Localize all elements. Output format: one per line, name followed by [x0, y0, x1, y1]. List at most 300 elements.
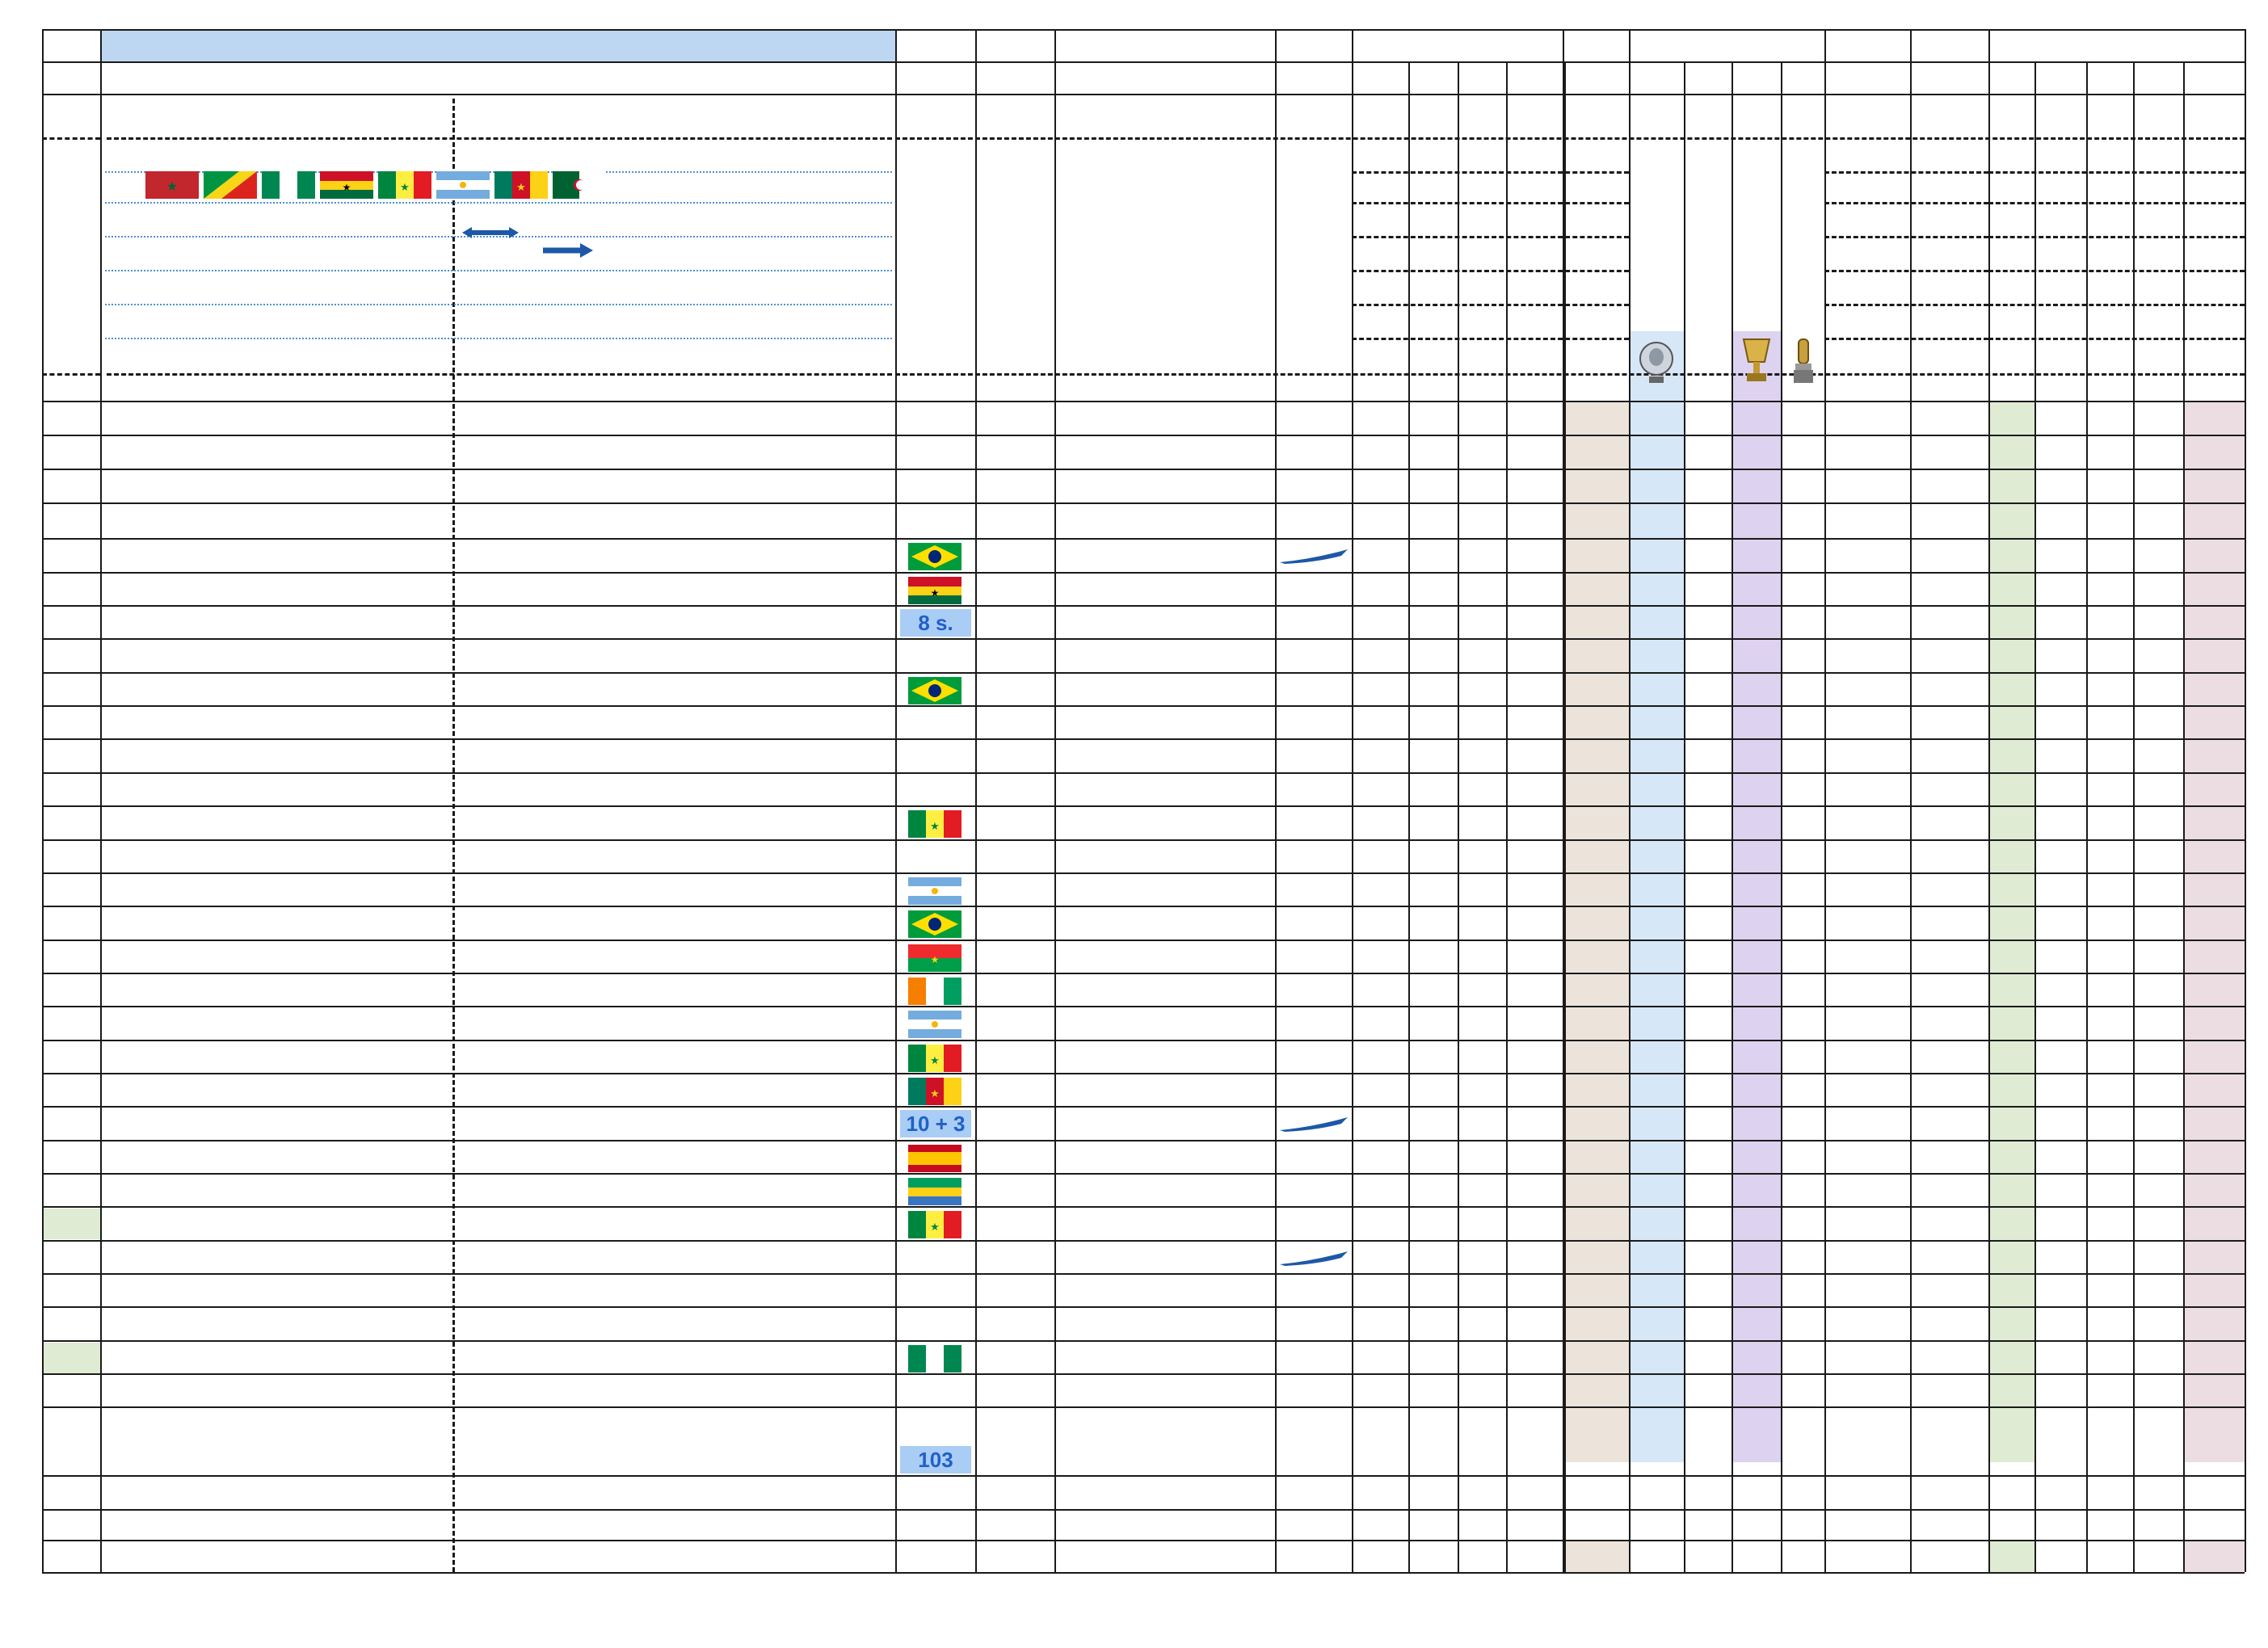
- player-row-12-buts-tt: [2183, 907, 2245, 940]
- player-row-2-trophy-cl: [1732, 574, 1781, 606]
- player-row-15-dom: [1824, 1007, 1910, 1040]
- player-row-15-cl: [1458, 1007, 1506, 1040]
- player-row-7-ch: [1352, 740, 1408, 772]
- legend-flag-morocco-icon: [145, 171, 199, 199]
- player-row-24-pos: [1275, 1308, 1352, 1340]
- player-row-18-trophy-ce: [1781, 1108, 1824, 1140]
- player-row-5-trophy-ch: [1629, 674, 1684, 706]
- player-row-11-name: [100, 874, 454, 906]
- player-row-11-tt: [1564, 874, 1629, 906]
- col-buts-home-away: [1824, 100, 1988, 132]
- player-row-23-buts-cl: [2086, 1275, 2133, 1307]
- col-exter: [1824, 65, 1910, 97]
- player-row-18-dom: [1824, 1108, 1910, 1140]
- total-cl: [1458, 1543, 1506, 1575]
- player-row-1-birth: [454, 540, 898, 572]
- player-row-9-tt: [1564, 807, 1629, 839]
- player-row-7-buts-ce: [2133, 740, 2183, 772]
- player-row-7-buts-cl: [2086, 740, 2133, 772]
- player-row-0-tt: [1564, 507, 1629, 539]
- player-row-13-name: [100, 941, 454, 973]
- player-row-12-from: [1054, 907, 1275, 940]
- player-row-10-ch: [1352, 841, 1408, 873]
- player-row-4-trophy-cf: [1684, 640, 1732, 672]
- player-row-14-birth: [454, 974, 898, 1007]
- player-row-13-dom: [1824, 941, 1910, 973]
- player-row-3-badge: 8 s.: [900, 609, 971, 637]
- player-row-16-aller-retour: [1910, 1041, 1988, 1074]
- player-row-0-buts-cf: [2034, 507, 2086, 539]
- player-row-1-aller-retour: [1910, 540, 1988, 572]
- dotted-guide: [105, 304, 892, 305]
- dashed-separator: [1352, 171, 1629, 174]
- grid-line-h: [42, 502, 2245, 504]
- player-row-23-since: [975, 1275, 1054, 1307]
- dashed-separator: [1988, 171, 2245, 174]
- col-depuis: [975, 32, 1054, 65]
- player-row-18-ch: [1352, 1108, 1408, 1140]
- player-row-0-cf: [1408, 507, 1458, 539]
- player-row-15-buts-cl: [2086, 1007, 2133, 1040]
- player-row-6-from: [1054, 707, 1275, 739]
- player-row-2-birth: [454, 574, 898, 606]
- player-row-19-since: [975, 1141, 1054, 1174]
- player-row-22-from: [1054, 1242, 1275, 1274]
- player-row-10-ce: [1506, 841, 1563, 873]
- player-row-3-num: [42, 607, 100, 639]
- player-row-0-ce: [1506, 507, 1563, 539]
- player-row-19-cl: [1458, 1141, 1506, 1174]
- player-row-17-buts-cl: [2086, 1074, 2133, 1107]
- player-row-18-trophy-ch: [1629, 1108, 1684, 1140]
- player-row-10-since: [975, 841, 1054, 873]
- sub-joues-ch: [1352, 65, 1408, 97]
- player-row-8-since: [975, 774, 1054, 806]
- player-row-20-trophy-cf: [1684, 1175, 1732, 1207]
- player-row-6-ce: [1506, 707, 1563, 739]
- total-dom: [1824, 1543, 1910, 1575]
- col-nat: [895, 31, 975, 63]
- player-row-14-cf: [1408, 974, 1458, 1007]
- player-row-0-buts-cl: [2086, 507, 2133, 539]
- player-row-4-buts-tt: [2183, 640, 2245, 672]
- player-row-24-buts-cf: [2034, 1308, 2086, 1340]
- player-row-1-trophy-cl: [1732, 540, 1781, 572]
- player-row-11-ce: [1506, 874, 1563, 906]
- player-row-22-buts-cf: [2034, 1242, 2086, 1274]
- legend-flag-nigeria-icon: [262, 171, 315, 199]
- player-row-4-name: [100, 640, 454, 672]
- player-row-3-buts-cf: [2034, 607, 2086, 639]
- dashed-separator: [1988, 270, 2245, 272]
- player-row-21-cf: [1408, 1208, 1458, 1240]
- player-row-2-dom: [1824, 574, 1910, 606]
- player-row-25-name: [100, 1342, 454, 1374]
- player-row-23-buts-tt: [2183, 1275, 2245, 1307]
- trophy-cl-icon: [1737, 334, 1776, 388]
- player-row-12-ce: [1506, 907, 1563, 940]
- player-row-11-buts-cf: [2034, 874, 2086, 906]
- player-row-18-badge: 10 + 3: [900, 1110, 971, 1137]
- player-row-22-ch: [1352, 1242, 1408, 1274]
- total-buts-ch: [1988, 1543, 2034, 1575]
- subtitle: [100, 68, 452, 94]
- player-row-15-birth: [454, 1007, 898, 1040]
- player-row-25-ch: [1352, 1342, 1408, 1374]
- player-row-25-pos: [1275, 1342, 1352, 1374]
- player-row-16-trophy-cf: [1684, 1041, 1732, 1074]
- player-row-16-trophy-ch: [1629, 1041, 1684, 1074]
- player-row-26-birth: [454, 1375, 898, 1407]
- player-row-2-cf: [1408, 574, 1458, 606]
- player-row-10-cl: [1458, 841, 1506, 873]
- player-row-13-trophy-cf: [1684, 941, 1732, 973]
- player-row-17-buts-cf: [2034, 1074, 2086, 1107]
- player-row-4-aller-retour: [1910, 640, 1988, 672]
- col-dom: [1824, 31, 1910, 63]
- player-row-16-pos: [1275, 1041, 1352, 1074]
- player-row-22-aller-retour: [1910, 1242, 1988, 1274]
- player-row-21-ch: [1352, 1208, 1408, 1240]
- player-row-12-cf: [1408, 907, 1458, 940]
- player-row-17-aller-retour: [1910, 1074, 1988, 1107]
- player-row-23-buts-cf: [2034, 1275, 2086, 1307]
- player-row-26-aller-retour: [1910, 1375, 1988, 1407]
- player-row-3-dom: [1824, 607, 1910, 639]
- player-row-5-tt: [1564, 674, 1629, 706]
- player-row-16-buts-cf: [2034, 1041, 2086, 1074]
- coach-row-badge: 103: [900, 1446, 971, 1474]
- player-row-19-tt: [1564, 1141, 1629, 1174]
- coach-row-birth: [454, 1444, 898, 1476]
- player-row-10-cf: [1408, 841, 1458, 873]
- total-num: [42, 1543, 100, 1575]
- svg-text:★: ★: [930, 587, 940, 599]
- player-row-7-trophy-cf: [1684, 740, 1732, 772]
- player-row-5-since: [975, 674, 1054, 706]
- player-row-4-buts-cl: [2086, 640, 2133, 672]
- player-row-22-trophy-cl: [1732, 1242, 1781, 1274]
- coach-row-trophy-ch: [1629, 1444, 1684, 1476]
- player-row-0-dom: [1824, 507, 1910, 539]
- player-row-19-buts-ce: [2133, 1141, 2183, 1174]
- player-row-21-trophy-ch: [1629, 1208, 1684, 1240]
- player-row-21-ce: [1506, 1208, 1563, 1240]
- player-row-2-num: [42, 574, 100, 606]
- player-row-4-tt: [1564, 640, 1629, 672]
- player-row-23-buts-ce: [2133, 1275, 2183, 1307]
- player-row-22-cf: [1408, 1242, 1458, 1274]
- player-row-5-trophy-cf: [1684, 674, 1732, 706]
- player-row-17-name: [100, 1074, 454, 1107]
- player-row-22-buts-ce: [2133, 1242, 2183, 1274]
- player-row-23-name: [100, 1275, 454, 1307]
- col-joues: [1352, 31, 1563, 63]
- coach-row-cl: [1458, 1444, 1506, 1476]
- player-row-19-ch: [1352, 1141, 1408, 1174]
- player-row-1-buts-cl: [2086, 540, 2133, 572]
- player-row-3-from: [1054, 607, 1275, 639]
- dashed-separator: [1352, 202, 1629, 204]
- player-row-21-dom: [1824, 1208, 1910, 1240]
- player-row-19-name: [100, 1141, 454, 1174]
- player-row-2-buts-cl: [2086, 574, 2133, 606]
- player-row-1-trophy-ch: [1629, 540, 1684, 572]
- coach-row-from: [1054, 1444, 1275, 1476]
- player-row-10-name: [100, 841, 454, 873]
- player-row-11-since: [975, 874, 1054, 906]
- player-row-13-pos: [1275, 941, 1352, 973]
- player-row-19-ce: [1506, 1141, 1563, 1174]
- player-row-19-aller-retour: [1910, 1141, 1988, 1174]
- player-row-7-buts-ch: [1988, 740, 2034, 772]
- player-row-11-num: [42, 874, 100, 906]
- dashed-separator: [42, 373, 100, 376]
- player-row-3-tt: [1564, 607, 1629, 639]
- player-row-15-tt: [1564, 1007, 1629, 1040]
- total-tt: [1564, 1543, 1629, 1575]
- player-row-0-name: [100, 507, 454, 539]
- sub-buts-cl: [2086, 65, 2133, 97]
- player-row-12-since: [975, 907, 1054, 940]
- player-row-16-cf: [1408, 1041, 1458, 1074]
- player-row-5-buts-ce: [2133, 674, 2183, 706]
- player-row-4-cf: [1408, 640, 1458, 672]
- player-row-5-cf: [1408, 674, 1458, 706]
- col-arrive-de: [1054, 31, 1275, 63]
- player-row-24-num: [42, 1308, 100, 1340]
- dotted-guide: [105, 338, 892, 339]
- player-row-9-senegal-flag-icon: [908, 810, 961, 838]
- player-row-11-trophy-ch: [1629, 874, 1684, 906]
- player-row-3-buts-tt: [2183, 607, 2245, 639]
- player-row-18-num: [42, 1108, 100, 1140]
- player-row-10-buts-ce: [2133, 841, 2183, 873]
- player-row-15-num: [42, 1007, 100, 1040]
- player-row-12-buts-ch: [1988, 907, 2034, 940]
- player-row-9-cf: [1408, 807, 1458, 839]
- player-row-21-aller-retour: [1910, 1208, 1988, 1240]
- player-row-4-trophy-cl: [1732, 640, 1781, 672]
- player-row-16-name: [100, 1041, 454, 1074]
- player-row-5-from: [1054, 674, 1275, 706]
- player-row-21-buts-ce: [2133, 1208, 2183, 1240]
- player-row-18-buts-tt: [2183, 1108, 2245, 1140]
- player-row-8-cl: [1458, 774, 1506, 806]
- player-row-12-buts-ce: [2133, 907, 2183, 940]
- player-row-22-name: [100, 1242, 454, 1274]
- player-row-6-cf: [1408, 707, 1458, 739]
- svg-text:★: ★: [516, 181, 526, 193]
- player-row-19-buts-ch: [1988, 1141, 2034, 1174]
- player-row-19-num: [42, 1141, 100, 1174]
- player-row-22-buts-tt: [2183, 1242, 2245, 1274]
- extra-note: [1564, 1480, 1824, 1512]
- player-row-23-dom: [1824, 1275, 1910, 1307]
- player-row-21-trophy-cl: [1732, 1208, 1781, 1240]
- player-row-15-pos: [1275, 1007, 1352, 1040]
- legend-flag-senegal-icon: [378, 171, 431, 199]
- col-aller: [1910, 31, 1988, 63]
- player-row-0-from: [1054, 507, 1275, 539]
- player-row-7-cl: [1458, 740, 1506, 772]
- player-row-16-trophy-cl: [1732, 1041, 1781, 1074]
- player-row-10-tt: [1564, 841, 1629, 873]
- player-row-5-trophy-ce: [1781, 674, 1824, 706]
- player-row-9-buts-cl: [2086, 807, 2133, 839]
- player-row-6-trophy-cl: [1732, 707, 1781, 739]
- player-row-11-trophy-cf: [1684, 874, 1732, 906]
- player-row-24-trophy-ch: [1629, 1308, 1684, 1340]
- col-retour: [1910, 65, 1988, 97]
- player-row-1-trophy-ce: [1781, 540, 1824, 572]
- player-row-6-buts-tt: [2183, 707, 2245, 739]
- dotted-guide: [105, 270, 892, 271]
- player-row-13-burkina-flag-icon: [908, 944, 961, 972]
- svg-text:★: ★: [166, 180, 179, 194]
- player-row-5-ch: [1352, 674, 1408, 706]
- player-row-14-trophy-cl: [1732, 974, 1781, 1007]
- coach-row-name: [100, 1444, 454, 1476]
- player-row-3-trophy-cf: [1684, 607, 1732, 639]
- player-row-14-aller-retour: [1910, 974, 1988, 1007]
- player-row-6-dom: [1824, 707, 1910, 739]
- player-row-24-trophy-cf: [1684, 1308, 1732, 1340]
- legend-flag-algeria-icon: [553, 171, 606, 199]
- player-row-11-buts-ce: [2133, 874, 2183, 906]
- player-row-16-tt: [1564, 1041, 1629, 1074]
- player-row-23-tt: [1564, 1275, 1629, 1307]
- player-row-7-buts-tt: [2183, 740, 2245, 772]
- player-row-11-trophy-ce: [1781, 874, 1824, 906]
- player-row-18-trophy-cl: [1732, 1108, 1781, 1140]
- player-row-25-nigeria-flag-icon: [908, 1345, 961, 1373]
- player-row-0-trophy-cf: [1684, 507, 1732, 539]
- player-row-20-trophy-ch: [1629, 1175, 1684, 1207]
- dashed-separator: [1352, 338, 1629, 340]
- player-row-4-from: [1054, 640, 1275, 672]
- player-row-18-cl: [1458, 1108, 1506, 1140]
- player-row-18-ce: [1506, 1108, 1563, 1140]
- player-row-13-buts-ce: [2133, 941, 2183, 973]
- player-row-26-pos: [1275, 1375, 1352, 1407]
- player-row-11-trophy-cl: [1732, 874, 1781, 906]
- player-row-3-birth: [454, 607, 898, 639]
- player-row-10-dom: [1824, 841, 1910, 873]
- player-row-25-trophy-cf: [1684, 1342, 1732, 1374]
- player-row-9-trophy-cl: [1732, 807, 1781, 839]
- player-row-19-trophy-cl: [1732, 1141, 1781, 1174]
- player-row-2-pos: [1275, 574, 1352, 606]
- player-row-9-name: [100, 807, 454, 839]
- player-row-3-buts-cl: [2086, 607, 2133, 639]
- player-row-8-tt: [1564, 774, 1629, 806]
- player-row-23-birth: [454, 1275, 898, 1307]
- player-row-7-trophy-ce: [1781, 740, 1824, 772]
- player-row-7-birth: [454, 740, 898, 772]
- player-row-3-cl: [1458, 607, 1506, 639]
- player-row-10-buts-tt: [2183, 841, 2245, 873]
- col-trophes: [1629, 31, 1824, 63]
- player-row-4-buts-ch: [1988, 640, 2034, 672]
- player-row-19-from: [1054, 1141, 1275, 1174]
- player-row-4-pos: [1275, 640, 1352, 672]
- player-row-8-trophy-ch: [1629, 774, 1684, 806]
- player-row-23-from: [1054, 1275, 1275, 1307]
- player-row-2-from: [1054, 574, 1275, 606]
- svg-text:★: ★: [930, 1054, 940, 1066]
- player-row-20-trophy-ce: [1781, 1175, 1824, 1207]
- player-row-24-buts-ch: [1988, 1308, 2034, 1340]
- player-row-11-buts-cl: [2086, 874, 2133, 906]
- player-row-13-from: [1054, 941, 1275, 973]
- player-row-26-buts-ch: [1988, 1375, 2034, 1407]
- player-row-9-pos: [1275, 807, 1352, 839]
- player-row-1-ch: [1352, 540, 1408, 572]
- player-row-23-buts-ch: [1988, 1275, 2034, 1307]
- player-row-14-dom: [1824, 974, 1910, 1007]
- player-row-20-birth: [454, 1175, 898, 1207]
- player-row-24-buts-tt: [2183, 1308, 2245, 1340]
- player-row-1-cf: [1408, 540, 1458, 572]
- player-row-21-tt: [1564, 1208, 1629, 1240]
- player-row-25-buts-ce: [2133, 1342, 2183, 1374]
- dashed-separator: [1824, 171, 1988, 174]
- player-row-2-buts-cf: [2034, 574, 2086, 606]
- player-row-6-buts-cf: [2034, 707, 2086, 739]
- player-row-17-pos: [1275, 1074, 1352, 1107]
- player-row-22-num: [42, 1242, 100, 1274]
- player-row-26-trophy-cl: [1732, 1375, 1781, 1407]
- player-row-20-cf: [1408, 1175, 1458, 1207]
- player-row-23-ch: [1352, 1275, 1408, 1307]
- player-row-17-tt: [1564, 1074, 1629, 1107]
- player-row-11-ch: [1352, 874, 1408, 906]
- player-row-7-aller-retour: [1910, 740, 1988, 772]
- player-row-11-cf: [1408, 874, 1458, 906]
- player-row-23-trophy-ch: [1629, 1275, 1684, 1307]
- dashed-separator: [1824, 338, 1988, 340]
- total-buts-tt: [2183, 1543, 2245, 1575]
- player-row-17-from: [1054, 1074, 1275, 1107]
- player-row-22-ce: [1506, 1242, 1563, 1274]
- player-row-7-name: [100, 740, 454, 772]
- player-row-13-cf: [1408, 941, 1458, 973]
- player-row-0-ch: [1352, 507, 1408, 539]
- player-row-3-cf: [1408, 607, 1458, 639]
- coach-row-trophy-cf: [1684, 1444, 1732, 1476]
- player-row-5-name: [100, 674, 454, 706]
- player-row-15-from: [1054, 1007, 1275, 1040]
- dashed-separator: [107, 137, 892, 140]
- extra-buts-ce: [2133, 1480, 2183, 1512]
- player-row-16-buts-tt: [2183, 1041, 2245, 1074]
- player-row-0-since: [975, 507, 1054, 539]
- player-row-5-buts-tt: [2183, 674, 2245, 706]
- player-row-15-name: [100, 1007, 454, 1040]
- col-tt: [1564, 100, 1629, 132]
- player-row-15-aller-retour: [1910, 1007, 1988, 1040]
- player-row-7-trophy-ch: [1629, 740, 1684, 772]
- player-row-24-birth: [454, 1308, 898, 1340]
- player-row-12-buts-cl: [2086, 907, 2133, 940]
- player-row-9-birth: [454, 807, 898, 839]
- player-row-1-trophy-cf: [1684, 540, 1732, 572]
- player-row-5-buts-cf: [2034, 674, 2086, 706]
- player-row-20-since: [975, 1175, 1054, 1207]
- player-row-2-cl: [1458, 574, 1506, 606]
- sub-buts-ch: [1988, 65, 2034, 97]
